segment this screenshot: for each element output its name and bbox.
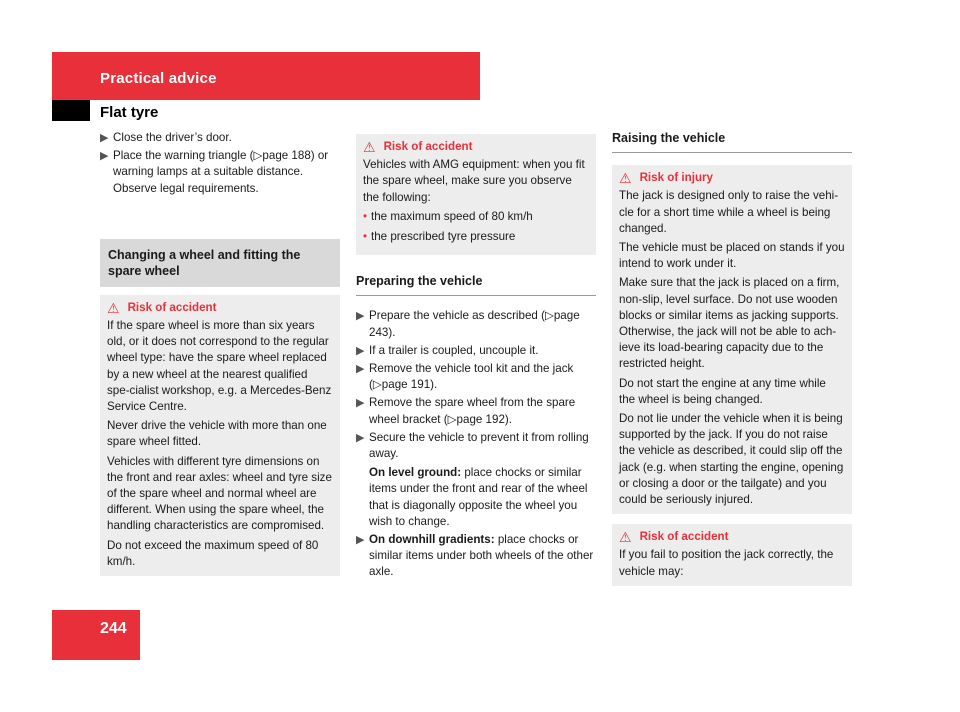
raising-heading: Raising the vehicle: [612, 130, 852, 153]
bullet-text: the maximum speed of 80 km/h: [371, 209, 533, 223]
page-reference-link[interactable]: page 192: [456, 412, 505, 426]
header-marker: [52, 100, 90, 121]
warning-header: [619, 170, 845, 186]
warning-paragraph: The vehicle must be placed on stands if you intend to work under it.: [619, 241, 845, 271]
page-ref-triangle-icon: ▷: [447, 412, 457, 426]
page-reference-link[interactable]: page 243: [369, 309, 580, 339]
step-subnote: [369, 465, 596, 530]
step-text: If a trailer is coupled, uncouple it.: [369, 343, 539, 357]
step-item: [356, 430, 596, 530]
warning-title: Risk of injury: [639, 171, 714, 185]
warning-title: Risk of accident: [127, 300, 217, 314]
column-2: [356, 134, 596, 583]
bullet-dot-icon: •: [363, 230, 368, 244]
warning-triangle-icon: ⚠: [619, 170, 632, 187]
chapter-title: Practical advice: [100, 70, 217, 87]
warning-header: [107, 300, 333, 316]
warning-box: [356, 134, 596, 255]
step-arrow-icon: ▶: [356, 363, 365, 376]
warning-paragraph: The jack is designed only to raise the vehi-cle for a short time while a wheel is being changed.: [619, 189, 839, 235]
step-text: Prepare the vehicle as described (: [369, 309, 545, 323]
bullet-text: the prescribed tyre pressure: [371, 230, 516, 244]
step-sub-text: place chocks or similar items under the front and rear of the wheel that is diagonally opposite the wheel you wish to change.: [369, 466, 588, 528]
warning-title: Risk of accident: [383, 140, 473, 153]
step-label: On downhill gradients:: [369, 533, 495, 547]
bullet-item: [363, 209, 589, 225]
page-ref-triangle-icon: ▷: [253, 149, 263, 163]
section-title: Flat tyre: [100, 104, 159, 121]
step-text: ).: [504, 412, 512, 426]
warning-header: [619, 529, 845, 545]
step-text: Close the driver’s door.: [113, 131, 232, 144]
step-item: [356, 343, 596, 359]
warning-paragraph: Do not lie under the vehicle when it is being supported by the jack. If you do not raise the vehicle as described, it could slip off the jack (e.g. when starting the engine, opening or closing a door or the tailgate) and you could be seriously injured.: [619, 412, 844, 507]
bullet-item: [363, 229, 589, 245]
step-arrow-icon: ▶: [356, 310, 365, 323]
warning-paragraph: Never drive the vehicle with more than one spare wheel fitted.: [107, 419, 327, 449]
warning-paragraph: Make sure that the jack is placed on a firm, non-slip, level surface. Do not use wooden blocks or similar items as jacking supports. Otherwise, the jack will not be able to ach-ieve its load-bearing capacity due to the restricted height.: [619, 276, 840, 371]
step-sub-label: On level ground:: [369, 466, 462, 480]
page-number: 244: [100, 620, 127, 637]
page-reference-link[interactable]: page 191: [381, 378, 431, 392]
section-heading-box: Changing a wheel and fitting the spare wheel: [100, 239, 340, 287]
step-item: [356, 395, 596, 427]
warning-paragraph: Do not start the engine at any time while the wheel is being changed.: [619, 376, 826, 406]
page-ref-triangle-icon: ▷: [372, 378, 382, 392]
step-item: [100, 148, 340, 197]
column-1: [100, 130, 340, 576]
step-item: [356, 361, 596, 393]
step-text: place chocks or similar items under both wheels of the other axle.: [369, 533, 594, 579]
step-text: ) or warning lamps at a suitable distance. Observe legal requirements.: [113, 149, 329, 195]
page-ref-triangle-icon: ▷: [544, 309, 554, 323]
warning-text: Vehicles with AMG equipment: when you fit the spare wheel, make sure you observe the following:: [363, 158, 585, 204]
step-arrow-icon: ▶: [100, 150, 109, 163]
step-text: Remove the vehicle tool kit and the jack (: [369, 362, 574, 392]
column-3: [612, 130, 852, 586]
warning-triangle-icon: ⚠: [619, 529, 632, 546]
warning-title: Risk of accident: [639, 530, 729, 544]
warning-box: [612, 165, 852, 514]
step-arrow-icon: ▶: [356, 534, 365, 547]
warning-box: [100, 295, 340, 576]
step-item: [356, 532, 596, 581]
step-text: ).: [430, 378, 438, 392]
warning-paragraph: If the spare wheel is more than six years old, or it does not correspond to the regular wheel type: have the spare wheel replaced by a new wheel at the nearest qualified spe-cialist workshop, e.g. a Mercedes-Benz Service Centre.: [107, 319, 332, 414]
step-item: [356, 308, 596, 340]
warning-triangle-icon: ⚠: [363, 139, 376, 156]
step-arrow-icon: ▶: [356, 344, 365, 357]
step-arrow-icon: ▶: [100, 132, 109, 144]
step-text: ).: [388, 325, 396, 339]
step-arrow-icon: ▶: [356, 397, 365, 410]
preparing-heading: Preparing the vehicle: [356, 273, 596, 296]
warning-paragraph: Vehicles with different tyre dimensions on the front and rear axles: wheel and tyre size of the spare wheel and normal wheel are different. When using the spare wheel, the handling characteristics are compromised.: [107, 454, 332, 533]
warning-triangle-icon: ⚠: [107, 299, 120, 316]
bullet-dot-icon: •: [363, 209, 368, 223]
warning-box: [612, 524, 852, 586]
step-text: Secure the vehicle to prevent it from rolling away.: [369, 430, 589, 461]
warning-paragraph: Do not exceed the maximum speed of 80 km/h.: [107, 538, 319, 568]
step-text: Remove the spare wheel from the spare wheel bracket (: [369, 396, 576, 426]
step-arrow-icon: ▶: [356, 431, 365, 444]
warning-header: [363, 139, 589, 155]
warning-text: If you fail to position the jack correctly, the vehicle may:: [619, 548, 834, 578]
step-text: Place the warning triangle (: [113, 149, 254, 163]
page-reference-link[interactable]: page 188: [262, 149, 311, 163]
step-item: [100, 130, 340, 146]
